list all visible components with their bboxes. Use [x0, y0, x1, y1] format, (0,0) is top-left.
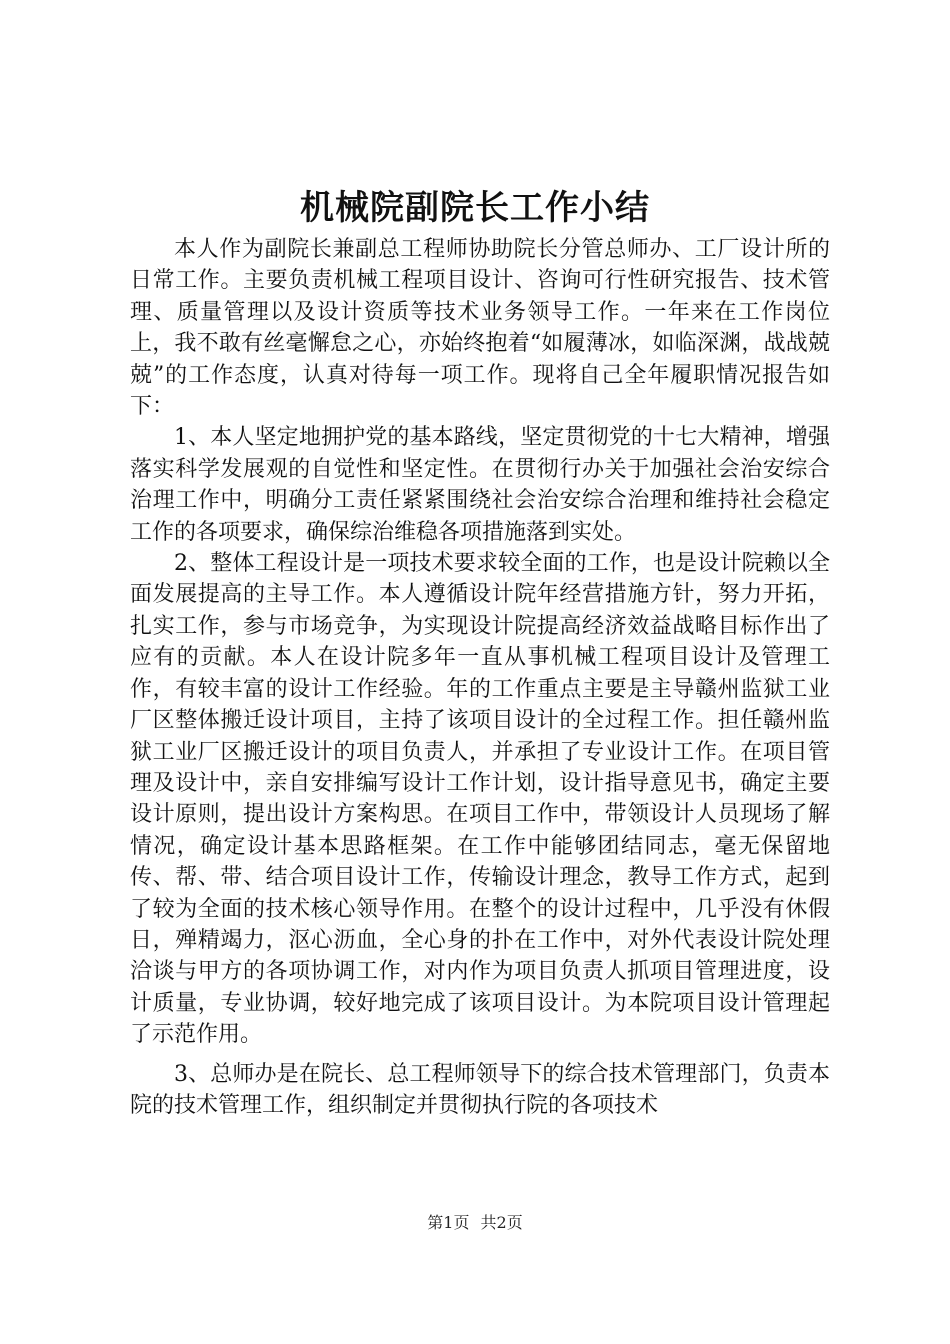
- page-footer: [0, 1212, 950, 1234]
- paragraph-item-3: 3、总师办是在院长、总工程师领导下的综合技术管理部门，负责本院的技术管理工作，组织制定并贯彻执行院的各项技术: [130, 1061, 830, 1118]
- document-title: 机械院副院长工作小结: [300, 188, 650, 228]
- page-number: 第1页: [427, 1213, 470, 1232]
- paragraph-item-1: 1、本人坚定地拥护党的基本路线，坚定贯彻党的十七大精神，增强落实科学发展观的自觉性和坚定性。在贯彻行办关于加强社会治安综合治理工作中，明确分工责任紧紧围绕社会治安综合治理和维持社会稳定工作的各项要求，确保综治维稳各项措施落到实处。: [130, 425, 830, 545]
- document-body: [130, 234, 830, 1121]
- page-total: 共2页: [480, 1213, 523, 1232]
- paragraph-item-2: 2、整体工程设计是一项技术要求较全面的工作，也是设计院赖以全面发展提高的主导工作。本人遵循设计院年经营措施方针，努力开拓，扎实工作，参与市场竞争，为实现设计院提高经济效益战略目标作出了应有的贡献。本人在设计院多年一直从事机械工程项目设计及管理工作，有较丰富的设计工作经验。年的工作重点主要是主导赣州监狱工业厂区整体搬迁设计项目，主持了该项目设计的全过程工作。担任赣州监狱工业厂区搬迁设计的项目负责人，并承担了专业设计工作。在项目管理及设计中，亲自安排编写设计工作计划，设计指导意见书，确定主要设计原则，提出设计方案构思。在项目工作中，带领设计人员现场了解情况，确定设计基本思路框架。在工作中能够团结同志，毫无保留地传、帮、带、结合项目设计工作，传输设计理念，教导工作方式，起到了较为全面的技术核心领导作用。在整个的设计过程中，几乎没有休假日，殚精竭力，沤心沥血，全心身的扑在工作中，对外代表设计院处理洽谈与甲方的各项协调工作，对内作为项目负责人抓项目管理进度，设计质量，专业协调，较好地完成了该项目设计。为本院项目设计管理起了示范作用。: [130, 551, 830, 1048]
- paragraph-intro: 本人作为副院长兼副总工程师协助院长分管总师办、工厂设计所的日常工作。主要负责机械工程项目设计、咨询可行性研究报告、技术管理、质量管理以及设计资质等技术业务领导工作。一年来在工作岗位上，我不敢有丝毫懈怠之心，亦始终抱着“如履薄冰，如临深渊，战战兢兢”的工作态度，认真对待每一项工作。现将自己全年履职情况报告如下：: [130, 237, 830, 420]
